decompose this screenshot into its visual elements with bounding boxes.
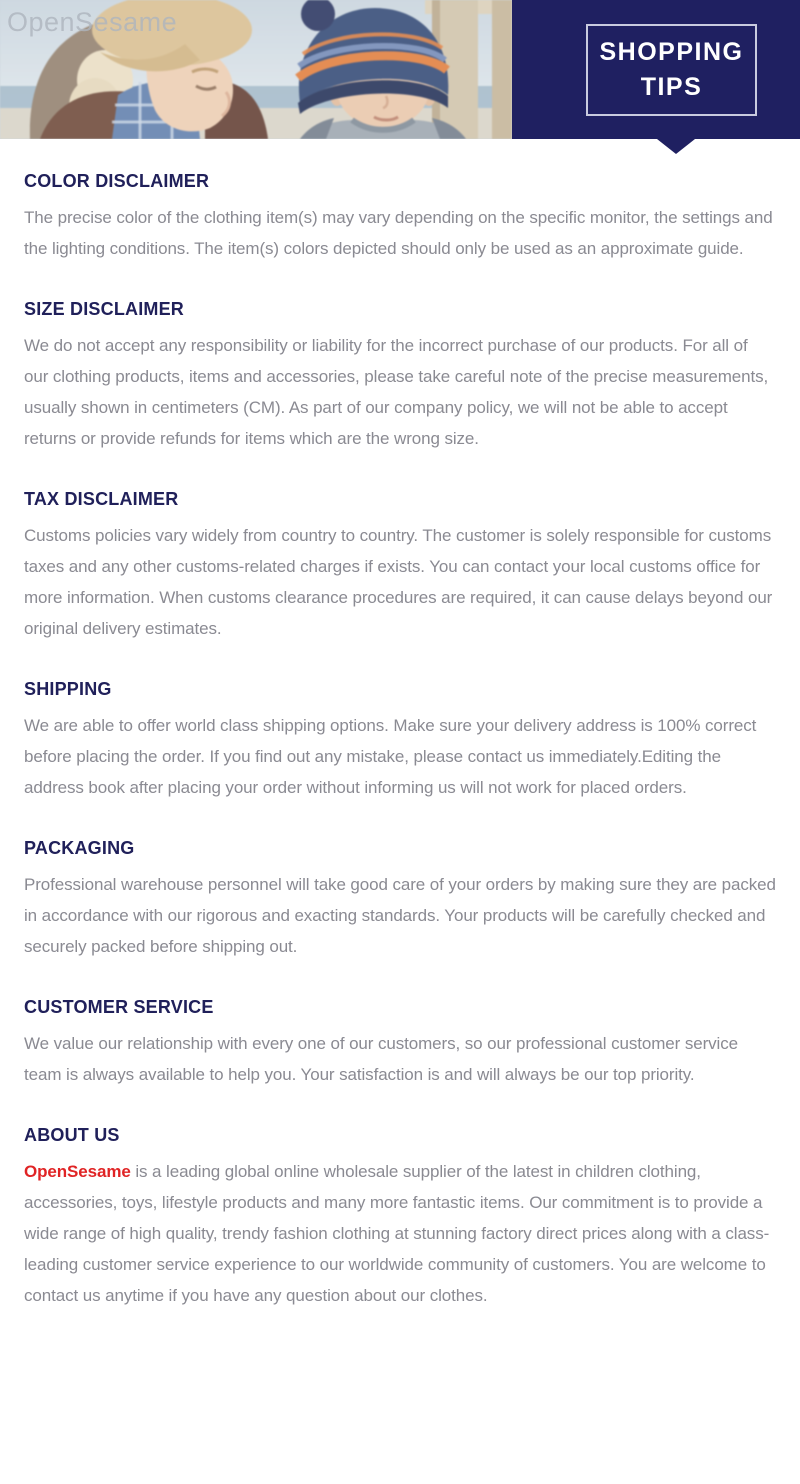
- section-body: We do not accept any responsibility or liability for the incorrect purchase of our products. For all of our clothing products, items and accessories, please take careful note of the precise measurements, usually shown in centimeters (CM). As part of our company policy, we will not be able to accept returns or provide refunds for items which are the wrong size.: [24, 336, 769, 448]
- section-heading: ABOUT US: [24, 1125, 120, 1145]
- section-packaging: [24, 837, 776, 962]
- section-customer-service: [24, 996, 776, 1090]
- section-body: We are able to offer world class shipping options. Make sure your delivery address is 100% correct before placing the order. If you find out any mistake, please contact us immediately.Editing the address book after placing your order without informing us will not work for placed orders.: [24, 716, 757, 797]
- section-body: We value our relationship with every one of our customers, so our professional customer service team is always available to help you. Your satisfaction is and will always be our top priority.: [24, 1034, 738, 1084]
- header-banner: [0, 0, 800, 139]
- watermark: OpenSesame: [7, 7, 178, 37]
- section-body: [24, 1156, 776, 1311]
- badge-line-1: SHOPPING: [599, 38, 744, 66]
- section-heading: CUSTOMER SERVICE: [24, 997, 214, 1017]
- section-shipping: [24, 678, 776, 803]
- section-heading: PACKAGING: [24, 838, 135, 858]
- section-tax-disclaimer: [24, 488, 776, 644]
- section-color-disclaimer: [24, 170, 776, 264]
- section-heading: COLOR DISCLAIMER: [24, 171, 210, 191]
- section-body: Professional warehouse personnel will take good care of your orders by making sure they are packed in accordance with our rigorous and exacting standards. Your products will be carefully checked and securely packed before shipping out.: [24, 875, 776, 956]
- brand-name: OpenSesame: [24, 1162, 131, 1181]
- shopping-tips-badge: [586, 24, 757, 116]
- section-heading: SIZE DISCLAIMER: [24, 299, 185, 319]
- section-size-disclaimer: [24, 298, 776, 454]
- section-about-us: [24, 1124, 776, 1311]
- section-heading: SHIPPING: [24, 679, 112, 699]
- about-us-text: is a leading global online wholesale supplier of the latest in children clothing, accessories, toys, lifestyle products and many more fantastic items. Our commitment is to provide a wide range of high quality, trendy fashion clothing at stunning factory direct prices along with a class-leading customer service experience to our worldwide community of customers. You are welcome to contact us anytime if you have any question about our clothes.: [24, 1162, 770, 1305]
- badge-line-2: TIPS: [640, 73, 703, 101]
- section-heading: TAX DISCLAIMER: [24, 489, 179, 509]
- tips-content: [0, 139, 800, 1311]
- section-body: The precise color of the clothing item(s) may vary depending on the specific monitor, the settings and the lighting conditions. The item(s) colors depicted should only be used as an approximate guide.: [24, 208, 773, 258]
- header-photo: [0, 0, 512, 139]
- panel-tail-arrow: [657, 139, 695, 154]
- section-body: Customs policies vary widely from country to country. The customer is solely responsible for customs taxes and any other customs-related charges if exists. You can contact your local customs office for more information. When customs clearance procedures are required, it can cause delays beyond our original delivery estimates.: [24, 526, 773, 638]
- shopping-tips-panel: [512, 0, 800, 139]
